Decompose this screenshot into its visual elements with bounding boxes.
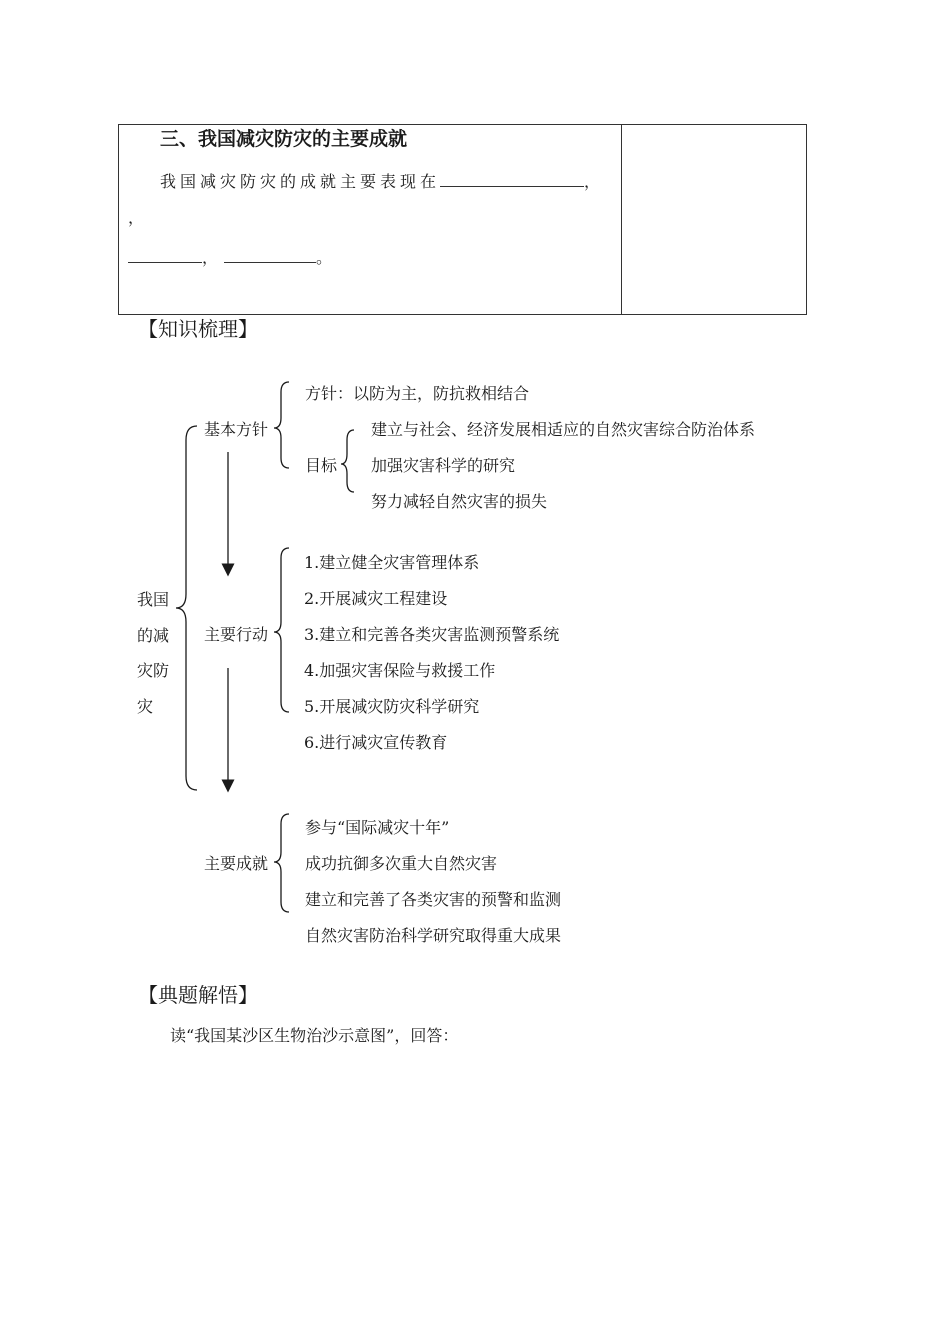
action-item: 1.建立健全灾害管理体系: [304, 553, 480, 572]
comma: ，: [202, 248, 219, 267]
achievement-item: 自然灾害防治科学研究取得重大成果: [305, 926, 562, 945]
achievement-item: 成功抗御多次重大自然灾害: [305, 854, 498, 873]
root-brace: [176, 426, 197, 790]
achievement-intro: 我国减灾防灾的成就主要表现在: [160, 172, 441, 191]
action-item: 5.开展减灾防灾科学研究: [304, 697, 480, 716]
action-item: 4.加强灾害保险与救援工作: [304, 661, 496, 680]
basic-brace: [274, 382, 289, 468]
policy-text: 方针：以防为主，防抗救相结合: [305, 384, 530, 403]
goal-brace: [341, 430, 354, 492]
root-label-1: 我国: [137, 590, 170, 609]
achievements-brace: [274, 814, 289, 912]
goal-item: 建立与社会、经济发展相适应的自然灾害综合防治体系: [371, 420, 756, 439]
goal-label: 目标: [305, 456, 338, 475]
achievement-item: 参与“国际减灾十年”: [305, 818, 450, 837]
main-actions-label: 主要行动: [204, 625, 269, 644]
goal-item: 加强灾害科学的研究: [371, 456, 516, 475]
example-question: 读“我国某沙区生物治沙示意图”，回答：: [170, 1026, 459, 1045]
root-label-4: 灾: [137, 697, 154, 716]
achievement-line-2: ，: [128, 208, 145, 227]
root-label-3: 灾防: [137, 661, 170, 680]
action-item: 2.开展减灾工程建设: [304, 589, 448, 608]
action-item: 3.建立和完善各类灾害监测预警系统: [304, 625, 560, 644]
basic-policy-label: 基本方针: [204, 420, 269, 439]
goal-item: 努力减轻自然灾害的损失: [371, 492, 548, 511]
action-item: 6.进行减灾宣传教育: [304, 733, 448, 752]
period: 。: [316, 248, 333, 267]
comma: ，: [584, 172, 601, 191]
section-title: 三、我国减灾防灾的主要成就: [160, 128, 408, 150]
root-label-2: 的减: [137, 626, 170, 645]
actions-brace: [274, 548, 289, 712]
achievement-item: 建立和完善了各类灾害的预警和监测: [305, 890, 562, 909]
example-heading: 【典题解悟】: [138, 983, 258, 1007]
achievements-label: 主要成就: [204, 854, 269, 873]
knowledge-heading: 【知识梳理】: [138, 317, 258, 341]
